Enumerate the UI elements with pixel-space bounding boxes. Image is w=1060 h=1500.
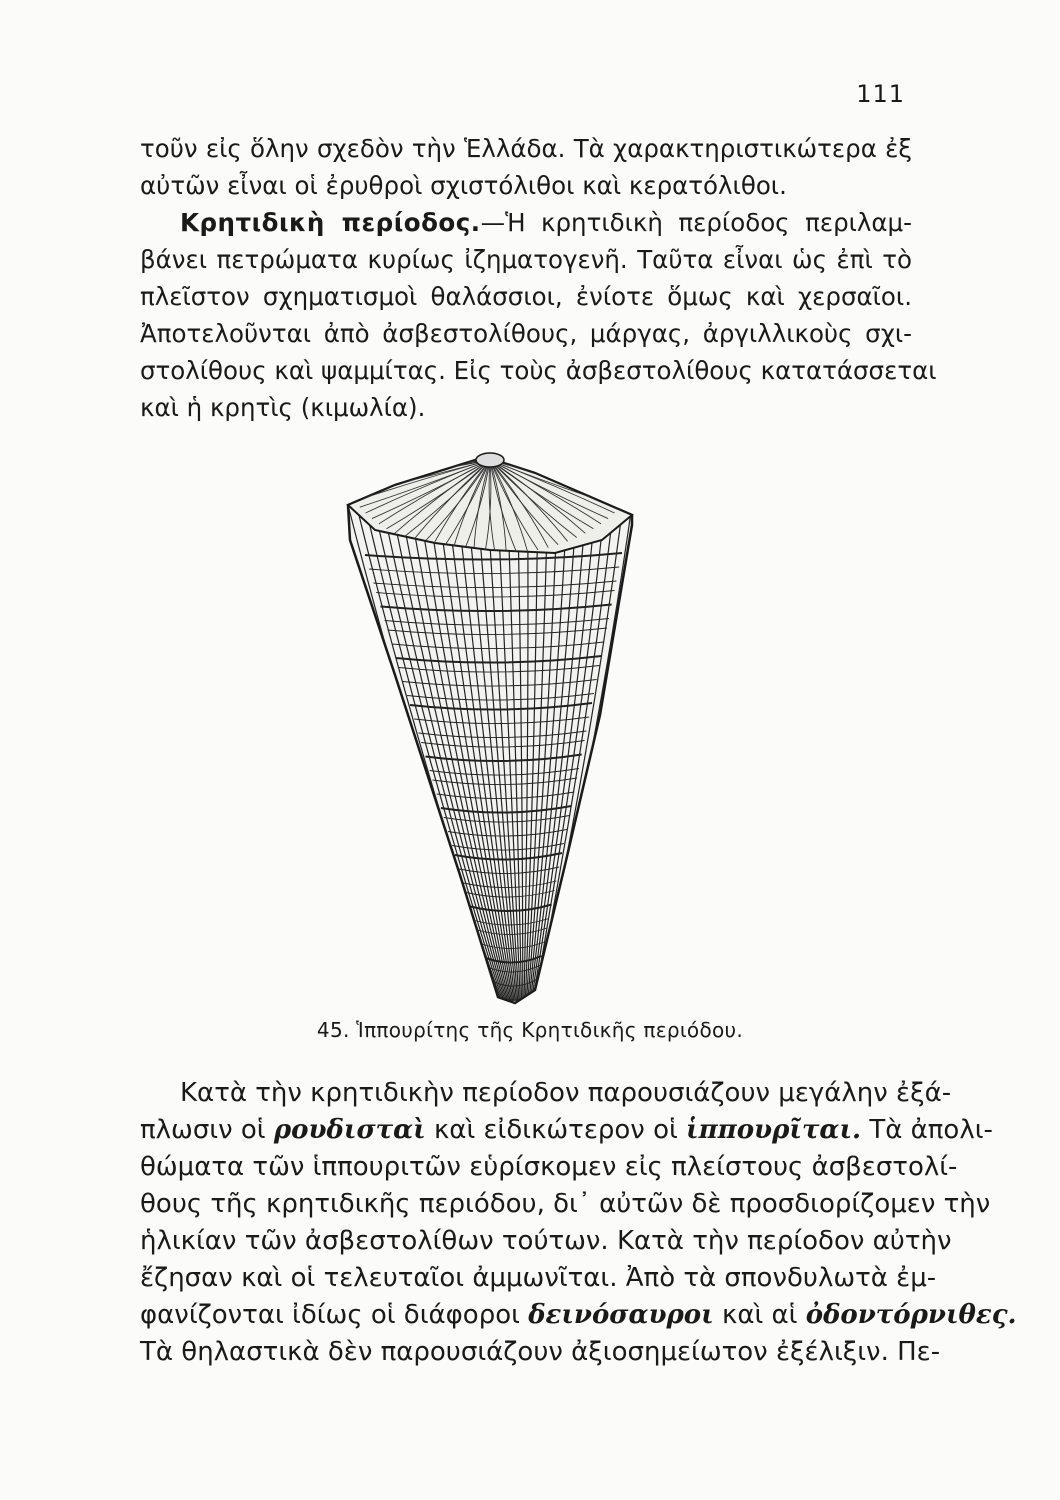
text-line: βάνει πετρώματα κυρίως ἰζηματογενῆ. Ταῦτα εἶναι ὡς ἐπὶ τὸ (140, 245, 912, 274)
figure-caption: 45. Ἱππουρίτης τῆς Κρητιδικῆς περιόδου. (316, 1018, 744, 1042)
top-text-block (140, 130, 937, 426)
term-dinosaurs: δεινόσαυροι (528, 1300, 714, 1330)
text-line: θώματα τῶν ἱππουριτῶν εὑρίσκομεν εἰς πλείστους ἀσβεστολί- (140, 1152, 958, 1182)
hippurite-illustration (340, 445, 640, 1005)
text-line: στολίθους καὶ ψαμμίτας. Εἰς τοὺς ἀσβεστολίθους κατατάσσεται (140, 356, 937, 385)
text-line (140, 1297, 1017, 1334)
text-line: πλεῖστον σχηματισμοὶ θαλάσσιοι, ἐνίοτε ὅμως καὶ χερσαῖοι. (140, 282, 912, 311)
text-line: ἡλικίαν τῶν ἀσβεστολίθων τούτων. Κατὰ τὴν περίοδον αὐτὴν (140, 1226, 952, 1256)
term-odontornithes: ὀδοντόρνιθες. (805, 1300, 1017, 1330)
paragraph-3 (140, 1075, 1017, 1371)
text-line (140, 1112, 993, 1149)
text-line: Κατὰ τὴν κρητιδικὴν περίοδον παρουσιάζουν μεγάλην ἐξά- (180, 1078, 952, 1108)
text-line: Ἀποτελοῦνται ἀπὸ ἀσβεστολίθους, μάργας, ἀργιλλικοὺς σχι- (140, 319, 912, 348)
term-hippurites: ἱππουρῖται. (686, 1115, 862, 1145)
text-line: ἔζησαν καὶ οἱ τελευταῖοι ἀμμωνῖται. Ἀπὸ τὰ σπονδυλωτὰ ἐμ- (140, 1263, 937, 1293)
text-line: τοῦν εἰς ὅλην σχεδὸν τὴν Ἑλλάδα. Τὰ χαρακτηριστικώτερα ἐξ (140, 134, 912, 163)
bottom-text-block (140, 1075, 1017, 1371)
text-fragment: —Ἡ κρητιδικὴ περίοδος περιλαμ- (480, 208, 912, 237)
hippurite-drawing (340, 445, 640, 1005)
text-fragment: Τὰ ἀπολι- (861, 1115, 993, 1145)
paragraph-1 (140, 130, 912, 204)
text-fragment: καὶ εἰδικώτερον οἱ (425, 1115, 687, 1145)
text-line: Τὰ θηλαστικὰ δὲν παρουσιάζουν ἀξιοσημείωτον ἐξέλιξιν. Πε- (140, 1337, 941, 1367)
paragraph-2 (140, 204, 937, 426)
text-fragment: πλωσιν οἱ (140, 1115, 274, 1145)
text-line: αὐτῶν εἶναι οἱ ἐρυθροὶ σχιστόλιθοι καὶ κερατόλιθοι. (140, 171, 787, 200)
page-number: 111 (856, 80, 905, 108)
text-fragment: καὶ αἱ (713, 1300, 806, 1330)
text-line (140, 204, 912, 241)
text-line: θους τῆς κρητιδικῆς περιόδου, δι᾽ αὐτῶν δὲ προσδιορίζομεν τὴν (140, 1189, 991, 1219)
text-fragment: φανίζονται ἰδίως οἱ διάφοροι (140, 1300, 529, 1330)
section-heading: Κρητιδικὴ περίοδος. (180, 208, 481, 237)
term-rudists: ρουδισταὶ (273, 1115, 426, 1145)
text-line: καὶ ἡ κρητὶς (κιμωλία). (140, 393, 426, 422)
